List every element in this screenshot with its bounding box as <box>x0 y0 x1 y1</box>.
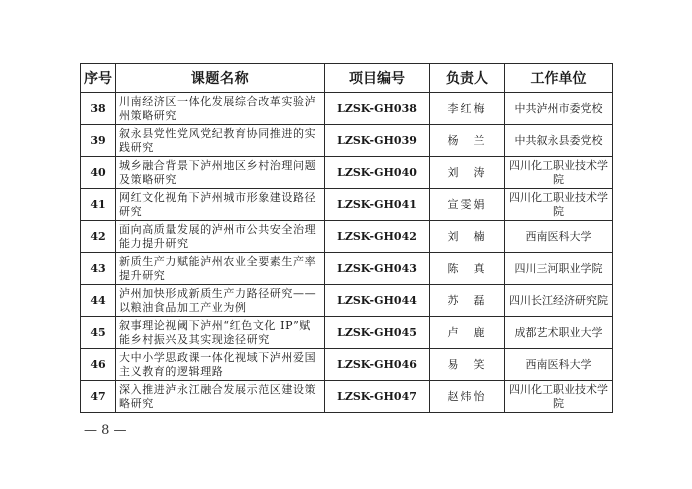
header-unit: 工作单位 <box>505 64 613 93</box>
table-row <box>81 349 613 381</box>
table-row <box>81 189 613 221</box>
row-owner: 赵炜怡 <box>430 381 505 413</box>
row-code: LZSK-GH042 <box>325 221 430 253</box>
row-index: 40 <box>81 157 116 189</box>
row-unit: 四川化工职业技术学院 <box>505 189 613 221</box>
row-title: 川南经济区一体化发展综合改革实验泸州策略研究 <box>116 93 325 125</box>
row-unit: 成都艺术职业大学 <box>505 317 613 349</box>
row-code: LZSK-GH047 <box>325 381 430 413</box>
table-body <box>81 93 613 413</box>
row-title: 叙事理论视阈下泸州“红色文化 IP”赋能乡村振兴及其实现途径研究 <box>116 317 325 349</box>
row-code: LZSK-GH044 <box>325 285 430 317</box>
page-number: — 8 — <box>84 423 127 438</box>
row-title: 面向高质量发展的泸州市公共安全治理能力提升研究 <box>116 221 325 253</box>
row-index: 43 <box>81 253 116 285</box>
row-code: LZSK-GH046 <box>325 349 430 381</box>
row-title: 新质生产力赋能泸州农业全要素生产率提升研究 <box>116 253 325 285</box>
table-header-row <box>81 64 613 93</box>
row-title: 泸州加快形成新质生产力路径研究——以粮油食品加工产业为例 <box>116 285 325 317</box>
row-owner: 李红梅 <box>430 93 505 125</box>
row-unit: 四川化工职业技术学院 <box>505 157 613 189</box>
row-owner: 刘 涛 <box>430 157 505 189</box>
row-unit: 四川三河职业学院 <box>505 253 613 285</box>
row-unit: 中共叙永县委党校 <box>505 125 613 157</box>
header-index: 序号 <box>81 64 116 93</box>
row-title: 深入推进泸永江融合发展示范区建设策略研究 <box>116 381 325 413</box>
project-table <box>80 63 613 413</box>
row-code: LZSK-GH040 <box>325 157 430 189</box>
row-owner: 陈 真 <box>430 253 505 285</box>
row-owner: 宣雯娟 <box>430 189 505 221</box>
header-owner: 负责人 <box>430 64 505 93</box>
header-title: 课题名称 <box>116 64 325 93</box>
row-unit: 四川长江经济研究院 <box>505 285 613 317</box>
row-index: 42 <box>81 221 116 253</box>
row-code: LZSK-GH041 <box>325 189 430 221</box>
row-unit: 西南医科大学 <box>505 221 613 253</box>
table-row <box>81 381 613 413</box>
row-owner: 易 笑 <box>430 349 505 381</box>
row-owner: 苏 磊 <box>430 285 505 317</box>
row-index: 38 <box>81 93 116 125</box>
header-code: 项目编号 <box>325 64 430 93</box>
row-index: 41 <box>81 189 116 221</box>
row-title: 网红文化视角下泸州城市形象建设路径研究 <box>116 189 325 221</box>
row-code: LZSK-GH039 <box>325 125 430 157</box>
table-row <box>81 285 613 317</box>
row-owner: 杨 兰 <box>430 125 505 157</box>
row-unit: 四川化工职业技术学院 <box>505 381 613 413</box>
table-row <box>81 317 613 349</box>
row-unit: 西南医科大学 <box>505 349 613 381</box>
row-index: 45 <box>81 317 116 349</box>
row-title: 叙永县党性党风党纪教育协同推进的实践研究 <box>116 125 325 157</box>
row-unit: 中共泸州市委党校 <box>505 93 613 125</box>
table-row <box>81 221 613 253</box>
row-index: 46 <box>81 349 116 381</box>
table-row <box>81 125 613 157</box>
row-index: 47 <box>81 381 116 413</box>
table-row <box>81 93 613 125</box>
row-owner: 卢 鹿 <box>430 317 505 349</box>
row-code: LZSK-GH045 <box>325 317 430 349</box>
row-title: 大中小学思政课一体化视域下泸州爱国主义教育的逻辑理路 <box>116 349 325 381</box>
table-row <box>81 253 613 285</box>
row-code: LZSK-GH038 <box>325 93 430 125</box>
row-index: 44 <box>81 285 116 317</box>
row-owner: 刘 楠 <box>430 221 505 253</box>
row-code: LZSK-GH043 <box>325 253 430 285</box>
table-row <box>81 157 613 189</box>
row-index: 39 <box>81 125 116 157</box>
row-title: 城乡融合背景下泸州地区乡村治理问题及策略研究 <box>116 157 325 189</box>
